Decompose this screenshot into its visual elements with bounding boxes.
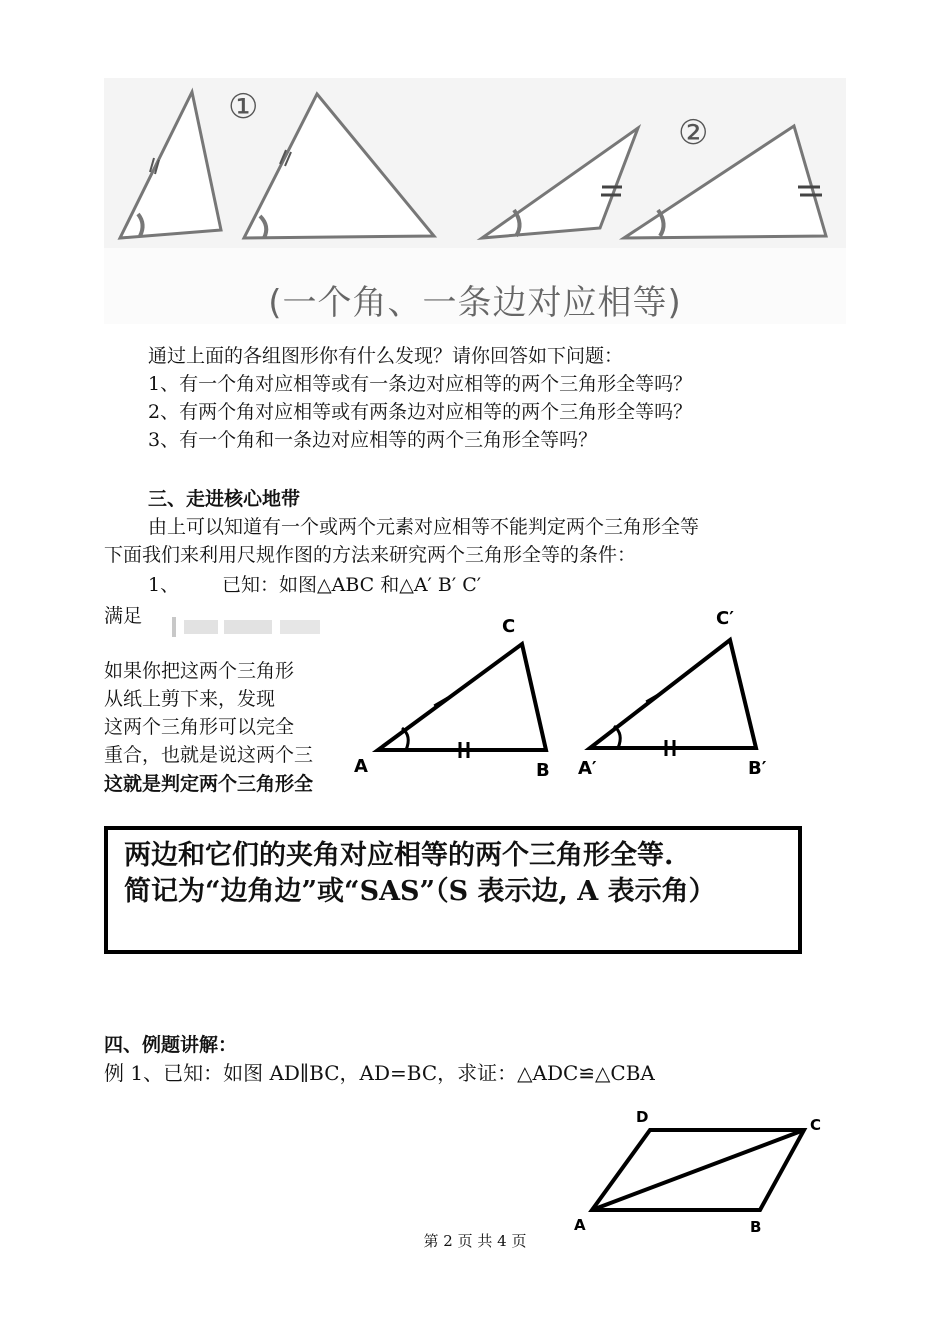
theorem-text xyxy=(124,838,716,910)
page-footer: 第 2 页 共 4 页 xyxy=(423,1232,527,1250)
triangles-figure xyxy=(336,596,806,806)
label-c: C xyxy=(502,616,516,637)
label-a-prime: A′ xyxy=(578,758,597,779)
label-a2: A xyxy=(574,1216,586,1234)
blurred-conditions xyxy=(172,614,340,640)
figure-caption: (一个角、一条边对应相等) xyxy=(268,283,682,323)
section3-paragraph-2: 下面我们来利用尺规作图的方法来研究两个三角形全等的条件： xyxy=(104,544,637,566)
marker-1: ① xyxy=(228,87,259,127)
label-b-prime: B′ xyxy=(748,758,767,779)
theorem-box xyxy=(104,826,802,954)
cut-line-3: 这两个三角形可以完全 xyxy=(104,716,295,738)
section3-paragraph-1: 由上可以知道有一个或两个元素对应相等不能判定两个三角形全等 xyxy=(148,516,700,538)
top-figure xyxy=(104,78,846,324)
theorem-line-1: 两边和它们的夹角对应相等的两个三角形全等. xyxy=(124,840,674,871)
triangle-abc xyxy=(378,644,546,750)
question-3: 3、有一个角和一条边对应相等的两个三角形全等吗？ xyxy=(148,429,598,451)
question-1: 1、有一个角对应相等或有一条边对应相等的两个三角形全等吗？ xyxy=(148,373,693,395)
cut-line-1: 如果你把这两个三角形 xyxy=(104,660,295,682)
example-1: 例 1、已知：如图 AD∥BC，AD=BC，求证：△ADC≌△CBA xyxy=(104,1061,655,1085)
label-c2: C xyxy=(810,1116,822,1134)
question-2: 2、有两个角对应相等或有两条边对应相等的两个三角形全等吗？ xyxy=(148,401,693,423)
section4-heading: 四、例题讲解： xyxy=(104,1034,238,1056)
cut-line-2: 从纸上剪下来，发现 xyxy=(104,688,276,710)
theorem-line-2: 简记为“边角边”或“SAS”（S 表示边, A 表示角） xyxy=(124,876,716,907)
label-b: B xyxy=(536,760,550,781)
intro-lead: 通过上面的各组图形你有什么发现？请你回答如下问题： xyxy=(148,345,624,367)
cut-line-4: 重合，也就是说这两个三 xyxy=(104,744,314,766)
item-given: 已知：如图△ABC 和△A′ B′ C′ xyxy=(222,574,482,596)
parallelogram-figure xyxy=(560,1100,850,1240)
satisfy-label: 满足 xyxy=(104,605,143,627)
item-number: 1、 xyxy=(148,574,180,596)
label-b2: B xyxy=(750,1218,762,1236)
marker-2: ② xyxy=(678,113,709,153)
cut-line-5: 这就是判定两个三角形全 xyxy=(104,773,314,795)
diagonal-ac xyxy=(592,1130,804,1210)
label-d: D xyxy=(636,1108,649,1126)
label-a: A xyxy=(354,756,368,777)
triangle-a2b2c2 xyxy=(590,640,756,748)
label-c-prime: C′ xyxy=(716,608,734,629)
section3-heading: 三、走进核心地带 xyxy=(148,488,301,510)
